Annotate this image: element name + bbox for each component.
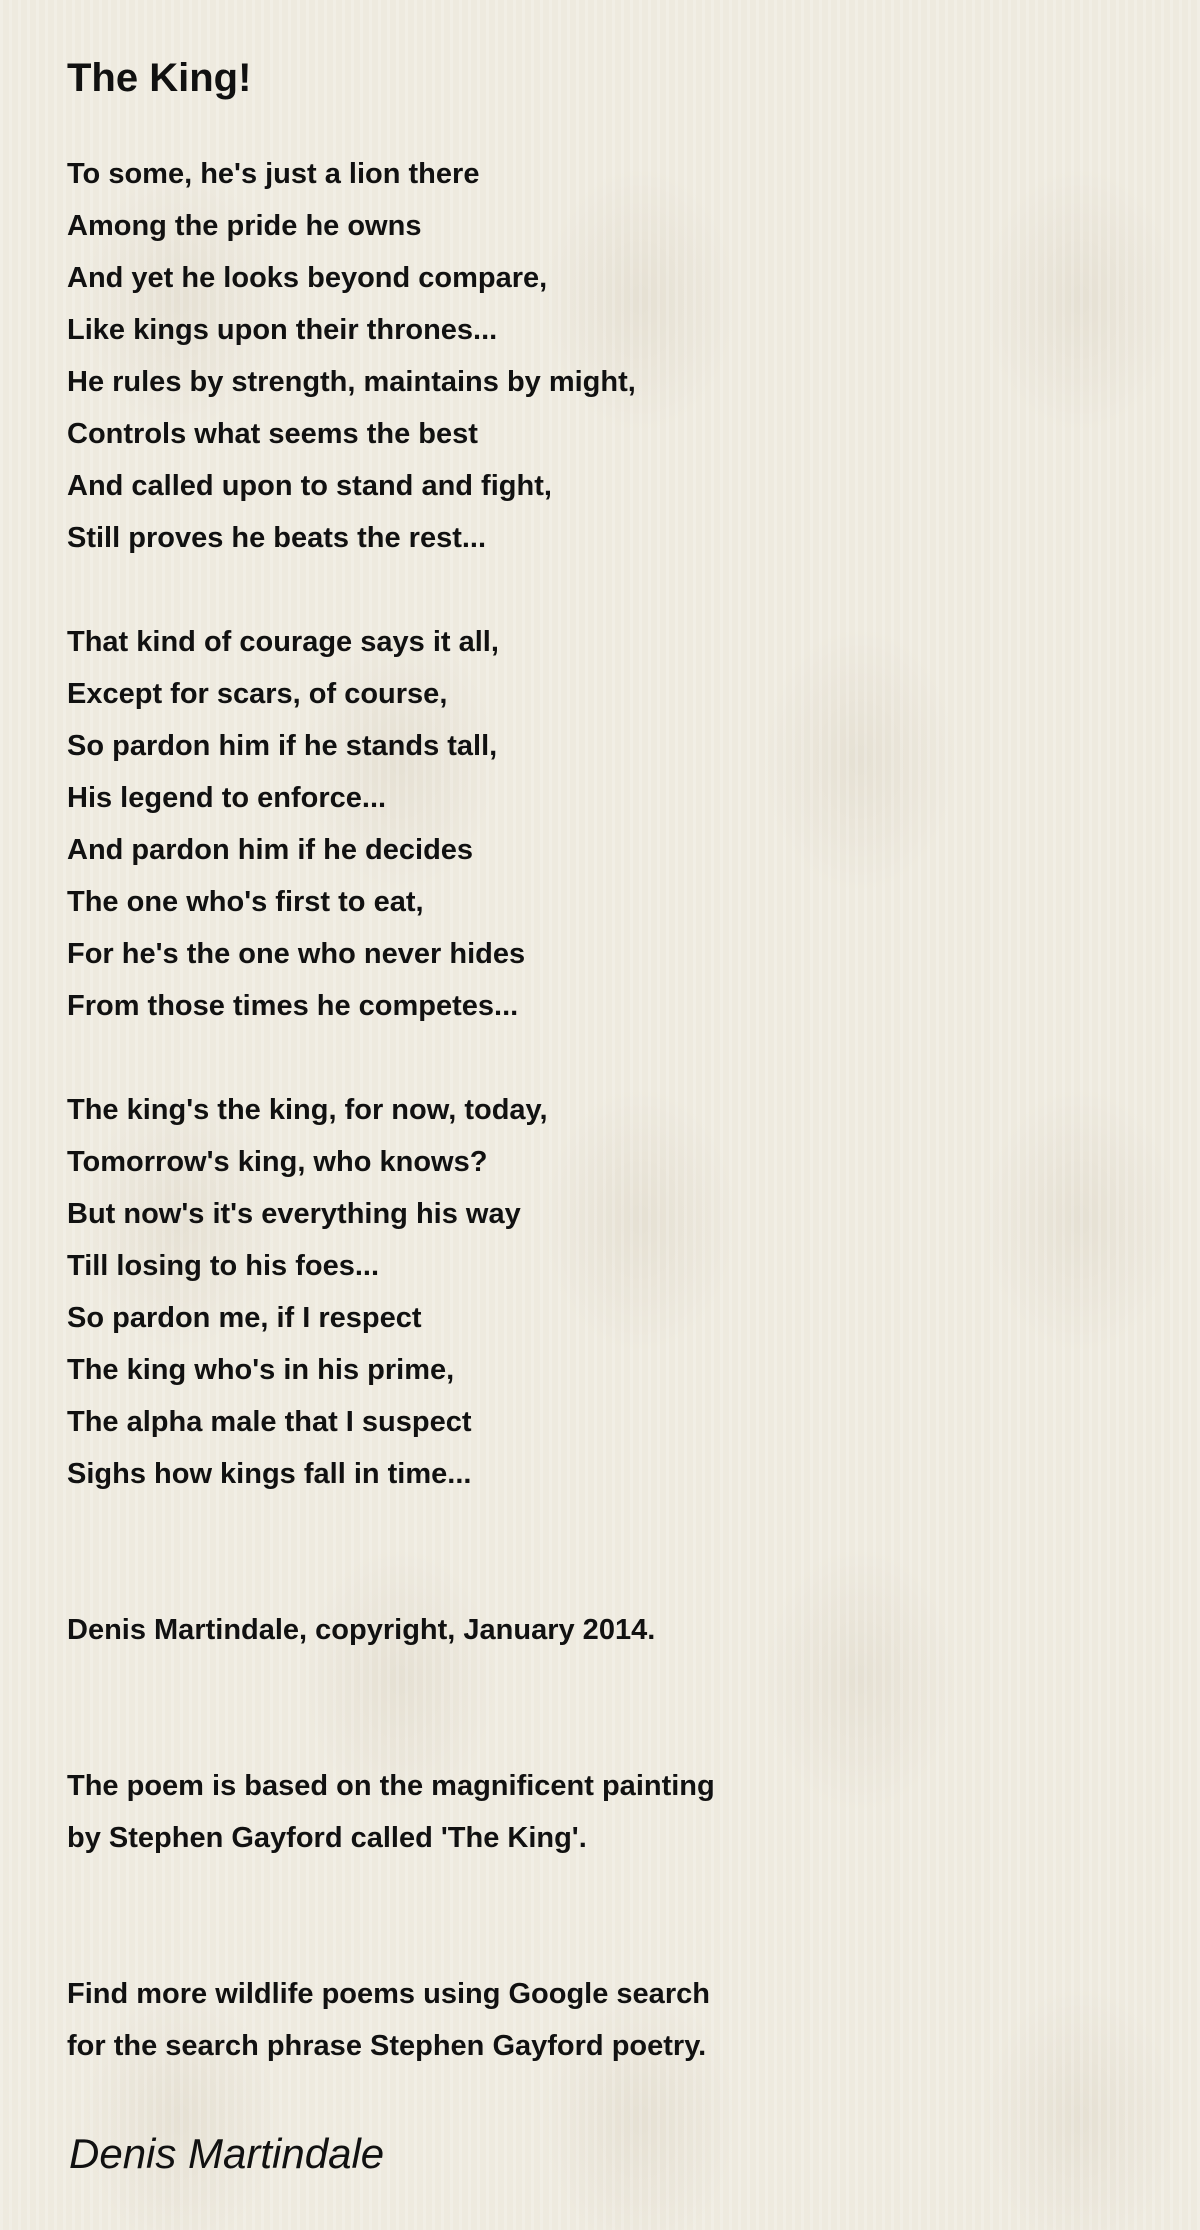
note-line: The poem is based on the magnificent painting	[67, 1770, 715, 1802]
note-line: for the search phrase Stephen Gayford poetry.	[67, 2030, 707, 2062]
note-line: Denis Martindale, copyright, January 2014.	[67, 1614, 656, 1646]
poem-line: Like kings upon their thrones...	[67, 314, 498, 346]
poem-line: Tomorrow's king, who knows?	[67, 1146, 488, 1178]
poem-line: The king's the king, for now, today,	[67, 1094, 548, 1126]
poem-line: Sighs how kings fall in time...	[67, 1458, 472, 1490]
poem-line: For he's the one who never hides	[67, 938, 526, 970]
poem-line: But now's it's everything his way	[67, 1198, 521, 1230]
search-note	[67, 1968, 710, 2072]
note-line: by Stephen Gayford called 'The King'.	[67, 1822, 587, 1854]
author-signature: Denis Martindale	[69, 2130, 385, 2177]
poem-line: Still proves he beats the rest...	[67, 522, 487, 554]
poem-line: Till losing to his foes...	[67, 1250, 380, 1282]
poem-line: He rules by strength, maintains by might,	[67, 366, 636, 398]
poem-line: To some, he's just a lion there	[67, 158, 480, 190]
poem-line: Controls what seems the best	[67, 418, 478, 450]
painting-note	[67, 1760, 715, 1864]
poem-line: So pardon him if he stands tall,	[67, 730, 498, 762]
poem-line: So pardon me, if I respect	[67, 1302, 422, 1334]
copyright-note	[67, 1604, 655, 1656]
poem-line: And pardon him if he decides	[67, 834, 474, 866]
poem-line: And called upon to stand and fight,	[67, 470, 552, 502]
poem-line: The one who's first to eat,	[67, 886, 424, 918]
poem-line: The king who's in his prime,	[67, 1354, 455, 1386]
poem-line: The alpha male that I suspect	[67, 1406, 472, 1438]
stanza-1	[67, 148, 636, 564]
poem-line: Except for scars, of course,	[67, 678, 448, 710]
stanza-3	[67, 1084, 548, 1500]
poem-line: From those times he competes...	[67, 990, 519, 1022]
note-line: Find more wildlife poems using Google search	[67, 1978, 710, 2010]
poem-line: And yet he looks beyond compare,	[67, 262, 548, 294]
poem-line: That kind of courage says it all,	[67, 626, 499, 658]
poem-line: Among the pride he owns	[67, 210, 422, 242]
stanza-2	[67, 616, 525, 1032]
poem-line: His legend to enforce...	[67, 782, 387, 814]
poem-title: The King!	[67, 56, 252, 100]
